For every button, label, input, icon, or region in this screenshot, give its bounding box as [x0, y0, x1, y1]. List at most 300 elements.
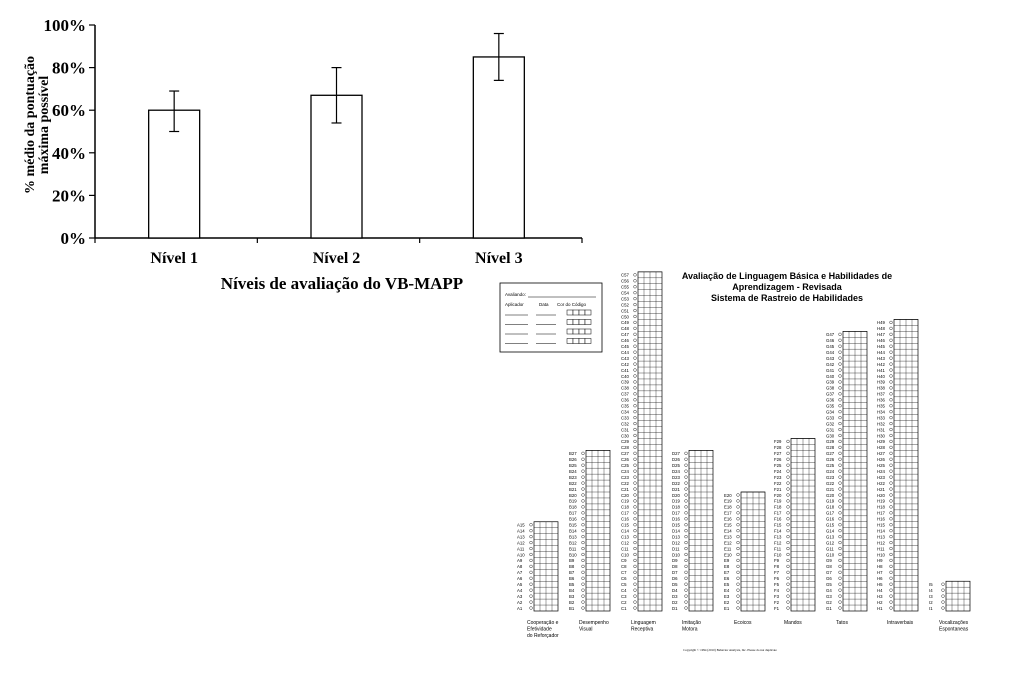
- tracker-row-label: G21: [826, 486, 835, 492]
- tracker-row-label: G39: [826, 379, 835, 385]
- tracker-row-label: D1: [672, 605, 678, 611]
- tracker-row-label: H14: [877, 528, 885, 534]
- tracker-row-label: F24: [774, 468, 782, 474]
- tracker-row-label: C48: [621, 326, 629, 332]
- tracker-row-label: C26: [621, 457, 629, 463]
- tracker-column-label: Visual: [579, 626, 593, 633]
- tracker-row-label: I2: [929, 599, 933, 605]
- tracker-row-label: C29: [621, 439, 629, 445]
- tracker-row-label: F7: [774, 570, 780, 576]
- tracker-row-label: D8: [672, 564, 678, 570]
- tracker-copyright: Copyright © 1994 (2010) Behavior Analysts, Inc. Please do not duplicate: [683, 648, 777, 652]
- tracker-row-label: C7: [621, 570, 627, 576]
- tracker-column-label: Efetividade: [527, 626, 552, 633]
- tracker-row-label: H8: [877, 564, 883, 570]
- tracker-row-label: H20: [877, 492, 885, 498]
- tracker-row-label: G23: [826, 474, 835, 480]
- tracker-row-label: F19: [774, 498, 782, 504]
- tracker-row-label: G11: [826, 546, 834, 552]
- tracker-row-label: B26: [569, 457, 577, 463]
- tracker-row-label: H4: [877, 587, 883, 593]
- tracker-row-label: B5: [569, 582, 575, 587]
- tracker-row-label: D22: [672, 480, 680, 486]
- tracker-row-label: H24: [877, 468, 885, 474]
- tracker-column-label: Cooperação e: [527, 620, 559, 626]
- tracker-row-label: G45: [826, 344, 835, 349]
- tracker-row-label: F26: [774, 457, 782, 463]
- tracker-column-label: do Reforçador: [527, 633, 559, 639]
- tracker-row-label: C17: [621, 510, 629, 516]
- tracker-column-D: [672, 450, 713, 632]
- tracker-row-label: E1: [724, 605, 730, 611]
- tracker-row-label: H13: [877, 534, 885, 540]
- y-tick-label: 20%: [52, 186, 86, 206]
- tracker-row-label: G26: [826, 457, 835, 463]
- tracker-row-label: H19: [877, 498, 885, 504]
- tracker-row-label: C57: [621, 272, 629, 278]
- tracker-row-label: B25: [569, 463, 577, 468]
- tracker-row-label: H26: [877, 457, 885, 463]
- tracker-row-label: C32: [621, 421, 629, 427]
- tracker-row-label: G42: [826, 361, 835, 367]
- tracker-row-label: F11: [774, 546, 782, 552]
- tracker-row-label: F5: [774, 582, 780, 587]
- tracker-row-label: A10: [517, 552, 525, 558]
- tracker-row-label: G32: [826, 421, 835, 427]
- tracker-row-label: C43: [621, 355, 629, 361]
- tracker-row-label: H34: [877, 409, 885, 415]
- tracker-row-label: B10: [569, 552, 577, 558]
- tracker-row-label: H12: [877, 540, 885, 546]
- tracker-row-label: C42: [621, 361, 629, 367]
- tracker-row-label: G5: [826, 582, 832, 587]
- tracker-row-label: G34: [826, 409, 835, 415]
- legend-avaliando: Avaliando:: [505, 292, 526, 297]
- tracker-row-label: G19: [826, 498, 835, 504]
- tracker-column-C: [621, 272, 662, 633]
- tracker-row-label: C27: [621, 451, 629, 457]
- tracker-row-label: H33: [877, 415, 885, 421]
- tracker-row-label: B2: [569, 599, 575, 605]
- tracker-row-label: E2: [724, 599, 730, 605]
- tracker-row-label: C34: [621, 409, 629, 415]
- tracker-row-label: A15: [517, 522, 525, 528]
- tracker-row-label: G46: [826, 338, 835, 344]
- tracker-row-label: E5: [724, 582, 730, 587]
- tracker-row-label: B9: [569, 558, 575, 564]
- tracker-row-label: I1: [929, 605, 933, 611]
- tracker-row-label: G4: [826, 587, 832, 593]
- tracker-row-label: C5: [621, 582, 627, 587]
- tracker-row-label: G27: [826, 451, 835, 457]
- tracker-row-label: H44: [877, 349, 885, 355]
- tracker-column-E: [724, 492, 765, 626]
- tracker-row-label: F14: [774, 528, 782, 534]
- tracker-row-label: G30: [826, 433, 835, 439]
- tracker-row-label: E11: [724, 546, 732, 552]
- tracker-row-label: B18: [569, 504, 577, 510]
- tracker-row-label: A14: [517, 528, 525, 534]
- tracker-row-label: B17: [569, 510, 577, 516]
- tracker-row-label: F15: [774, 522, 782, 528]
- y-tick-label: 0%: [60, 229, 86, 248]
- tracker-row-label: B24: [569, 468, 577, 474]
- tracker-column-I: [929, 581, 970, 632]
- tracker-row-label: B23: [569, 474, 577, 480]
- tracker-row-label: H7: [877, 570, 883, 576]
- tracker-row-label: C4: [621, 587, 627, 593]
- tracker-row-label: D18: [672, 504, 680, 510]
- tracker-title-line3: Sistema de Rastreio de Habilidades: [710, 293, 864, 303]
- tracker-row-label: H16: [877, 516, 885, 522]
- tracker-row-label: B4: [569, 587, 575, 593]
- tracker-row-label: E6: [724, 576, 730, 582]
- tracker-row-label: E9: [724, 558, 730, 564]
- tracker-row-label: H35: [877, 403, 885, 409]
- tracker-row-label: H17: [877, 510, 885, 516]
- tracker-row-label: C35: [621, 403, 629, 409]
- tracker-row-label: G16: [826, 516, 835, 522]
- tracker-column-B: [569, 450, 610, 632]
- tracker-column-label: Desempenho: [579, 620, 609, 626]
- tracker-row-label: E8: [724, 564, 730, 570]
- tracker-row-label: H15: [877, 522, 885, 528]
- tracker-row-label: A2: [517, 599, 523, 605]
- tracker-row-label: E16: [724, 516, 732, 522]
- tracker-row-label: C1: [621, 605, 627, 611]
- tracker-row-label: B15: [569, 522, 577, 528]
- tracker-row-label: H3: [877, 593, 883, 599]
- x-category-label: Nível 1: [150, 250, 198, 267]
- tracker-row-label: E18: [724, 504, 732, 510]
- tracker-row-label: D9: [672, 558, 678, 564]
- tracker-row-label: C47: [621, 332, 629, 338]
- tracker-row-label: C9: [621, 558, 627, 564]
- tracker-row-label: F28: [774, 445, 782, 451]
- tracker-row-label: H9: [877, 558, 883, 564]
- tracker-row-label: D12: [672, 540, 680, 546]
- tracker-row-label: F9: [774, 558, 780, 564]
- tracker-row-label: D17: [672, 510, 680, 516]
- tracker-row-label: C31: [621, 427, 629, 433]
- tracker-column-label: Linguagem: [631, 620, 656, 626]
- tracker-row-label: A7: [517, 570, 523, 576]
- tracker-row-label: A4: [517, 587, 523, 593]
- tracker-row-label: C37: [621, 391, 629, 397]
- tracker-column-H: [877, 319, 918, 626]
- tracker-row-label: C14: [621, 528, 629, 534]
- tracker-row-label: D2: [672, 599, 678, 605]
- tracker-row-label: G10: [826, 552, 835, 558]
- tracker-row-label: C53: [621, 296, 629, 302]
- tracker-row-label: H1: [877, 605, 883, 611]
- tracker-row-label: C56: [621, 278, 629, 284]
- tracker-row-label: C44: [621, 349, 629, 355]
- tracker-row-label: B1: [569, 605, 575, 611]
- tracker-row-label: D27: [672, 451, 680, 457]
- tracker-row-label: F23: [774, 474, 782, 480]
- tracker-row-label: D25: [672, 463, 680, 468]
- tracker-row-label: G3: [826, 593, 832, 599]
- tracker-row-label: F13: [774, 534, 782, 540]
- tracker-row-label: E3: [724, 593, 730, 599]
- tracker-row-label: G41: [826, 367, 835, 373]
- tracker-row-label: H29: [877, 439, 885, 445]
- tracker-row-label: A9: [517, 558, 523, 564]
- tracker-row-label: C16: [621, 516, 629, 522]
- tracker-row-label: B20: [569, 492, 577, 498]
- legend-aplicador: Aplicador: [505, 302, 524, 307]
- tracker-row-label: H21: [877, 486, 885, 492]
- tracker-row-label: G37: [826, 391, 835, 397]
- tracker-row-label: C10: [621, 552, 629, 558]
- tracker-row-label: F25: [774, 463, 782, 468]
- tracker-row-label: G7: [826, 570, 832, 576]
- tracker-row-label: D15: [672, 522, 680, 528]
- tracker-title-line1: Avaliação de Linguagem Básica e Habilidades de: [681, 271, 893, 281]
- tracker-row-label: H23: [877, 474, 885, 480]
- tracker-row-label: C46: [621, 338, 629, 344]
- tracker-row-label: G17: [826, 510, 835, 516]
- tracker-row-label: G38: [826, 385, 835, 391]
- tracker-row-label: F22: [774, 480, 782, 486]
- tracker-row-label: C52: [621, 302, 629, 308]
- tracker-row-label: D10: [672, 552, 680, 558]
- tracker-row-label: D7: [672, 570, 678, 576]
- tracker-row-label: H32: [877, 421, 885, 427]
- tracker-row-label: C54: [621, 290, 629, 296]
- tracker-row-label: H27: [877, 451, 885, 457]
- tracker-row-label: G47: [826, 332, 835, 338]
- tracker-row-label: H46: [877, 338, 885, 344]
- tracker-row-label: H40: [877, 373, 885, 379]
- tracker-row-label: D24: [672, 468, 680, 474]
- tracker-row-label: C18: [621, 504, 629, 510]
- tracker-column-A: [517, 522, 559, 639]
- tracker-row-label: B16: [569, 516, 577, 522]
- tracker-row-label: B12: [569, 540, 577, 546]
- tracker-row-label: C12: [621, 540, 629, 546]
- tracker-row-label: I4: [929, 587, 933, 593]
- tracker-row-label: G1: [826, 605, 832, 611]
- tracker-row-label: C28: [621, 445, 629, 451]
- tracker-row-label: F1: [774, 605, 780, 611]
- tracker-row-label: A8: [517, 564, 523, 570]
- tracker-row-label: F27: [774, 451, 782, 457]
- tracker-row-label: B14: [569, 528, 577, 534]
- tracker-row-label: C24: [621, 468, 629, 474]
- tracker-row-label: C51: [621, 308, 629, 314]
- tracker-row-label: F6: [774, 576, 780, 582]
- tracker-row-label: D16: [672, 516, 680, 522]
- x-category-label: Nível 2: [312, 250, 361, 267]
- tracker-legend-box: [500, 283, 602, 352]
- y-axis-title-line1: % médio da pontuação: [23, 55, 38, 195]
- tracker-row-label: F4: [774, 587, 780, 593]
- legend-cor-codigo: Cor do Código: [557, 302, 587, 307]
- tracker-row-label: G9: [826, 558, 832, 564]
- tracker-column-G: [826, 331, 867, 626]
- tracker-row-label: C19: [621, 498, 629, 504]
- tracker-row-label: F16: [774, 516, 782, 522]
- tracker-row-label: C38: [621, 385, 629, 391]
- tracker-row-label: C21: [621, 486, 629, 492]
- tracker-row-label: E19: [724, 498, 732, 504]
- tracker-row-label: G20: [826, 492, 835, 498]
- tracker-row-label: G14: [826, 528, 835, 534]
- tracker-row-label: H10: [877, 552, 885, 558]
- tracker-row-label: G24: [826, 468, 835, 474]
- tracker-row-label: A13: [517, 534, 525, 540]
- tracker-row-label: I3: [929, 593, 933, 599]
- tracker-row-label: G2: [826, 599, 832, 605]
- tracker-row-label: D4: [672, 587, 678, 593]
- tracker-row-label: B11: [569, 546, 577, 552]
- tracker-row-label: H22: [877, 480, 885, 486]
- tracker-row-label: H30: [877, 433, 885, 439]
- tracker-row-label: D20: [672, 492, 680, 498]
- tracker-row-label: E17: [724, 510, 732, 516]
- tracker-column-F: [774, 438, 815, 626]
- tracker-row-label: B19: [569, 498, 577, 504]
- tracker-row-label: C15: [621, 522, 629, 528]
- tracker-row-label: G36: [826, 397, 835, 403]
- tracker-row-label: H36: [877, 397, 885, 403]
- tracker-row-label: D6: [672, 576, 678, 582]
- tracker-row-label: C39: [621, 379, 629, 385]
- x-axis-title: Níveis de avaliação do VB-MAPP: [220, 274, 464, 293]
- tracker-row-label: H18: [877, 504, 885, 510]
- tracker-row-label: C13: [621, 534, 629, 540]
- tracker-row-label: G22: [826, 480, 835, 486]
- tracker-row-label: E14: [724, 528, 732, 534]
- tracker-row-label: G12: [826, 540, 835, 546]
- tracker-row-label: C6: [621, 576, 627, 582]
- tracker-row-label: C36: [621, 397, 629, 403]
- tracker-row-label: E4: [724, 587, 730, 593]
- tracker-row-label: H39: [877, 379, 885, 385]
- tracker-row-label: B21: [569, 486, 577, 492]
- tracker-row-label: H38: [877, 385, 885, 391]
- tracker-row-label: H45: [877, 344, 885, 349]
- tracker-row-label: E13: [724, 534, 732, 540]
- tracker-row-label: F8: [774, 564, 780, 570]
- tracker-row-label: C55: [621, 284, 629, 290]
- tracker-row-label: B8: [569, 564, 575, 570]
- tracker-row-label: F29: [774, 439, 782, 445]
- tracker-row-label: E15: [724, 522, 732, 528]
- tracker-row-label: G43: [826, 355, 835, 361]
- tracker-column-label: Receptiva: [631, 626, 654, 633]
- tracker-row-label: G33: [826, 415, 835, 421]
- tracker-row-label: A6: [517, 576, 523, 582]
- tracker-row-label: G28: [826, 445, 835, 451]
- tracker-title-line2: Aprendizagem - Revisada: [732, 282, 842, 292]
- tracker-row-label: G6: [826, 576, 832, 582]
- y-tick-label: 80%: [52, 58, 86, 78]
- tracker-row-label: D14: [672, 528, 680, 534]
- tracker-row-label: G18: [826, 504, 835, 510]
- tracker-row-label: H42: [877, 361, 885, 367]
- tracker-row-label: C3: [621, 593, 627, 599]
- tracker-row-label: F2: [774, 599, 780, 605]
- tracker-row-label: F18: [774, 504, 782, 510]
- tracker-row-label: G25: [826, 463, 835, 468]
- y-tick-label: 60%: [52, 101, 86, 121]
- tracker-row-label: H37: [877, 391, 885, 397]
- tracker-row-label: D23: [672, 474, 680, 480]
- tracker-row-label: C50: [621, 314, 629, 320]
- tracker-row-label: C45: [621, 344, 629, 349]
- tracker-row-label: C2: [621, 599, 627, 605]
- tracker-row-label: C30: [621, 433, 629, 439]
- tracker-row-label: F3: [774, 593, 780, 599]
- tracker-row-label: A11: [517, 546, 525, 552]
- legend-data: Data: [539, 302, 549, 307]
- tracker-column-label: Tatos: [836, 620, 848, 626]
- tracker-column-label: Espontaneas: [939, 626, 969, 633]
- y-axis-title-line2: máxima possível: [37, 75, 52, 175]
- tracker-row-label: C8: [621, 564, 627, 570]
- tracker-row-label: H41: [877, 367, 885, 373]
- tracker-row-label: B22: [569, 480, 577, 486]
- x-category-label: Nível 3: [475, 250, 523, 267]
- tracker-row-label: D26: [672, 457, 680, 463]
- tracker-row-label: I5: [929, 582, 933, 587]
- tracker-column-label: Ecoicos: [734, 620, 752, 626]
- tracker-row-label: E10: [724, 552, 732, 558]
- y-tick-label: 40%: [52, 143, 86, 163]
- tracker-row-label: H47: [877, 332, 885, 338]
- tracker-row-label: C11: [621, 546, 629, 552]
- tracker-row-label: F12: [774, 540, 782, 546]
- tracker-row-label: E12: [724, 540, 732, 546]
- tracker-row-label: C49: [621, 320, 629, 326]
- tracker-row-label: D13: [672, 534, 680, 540]
- tracker-row-label: D19: [672, 498, 680, 504]
- tracker-column-label: Vocalizações: [939, 620, 969, 626]
- y-tick-label: 100%: [43, 16, 86, 35]
- tracker-row-label: C41: [621, 367, 629, 373]
- tracker-row-label: B7: [569, 570, 575, 576]
- tracker-row-label: C40: [621, 373, 629, 379]
- tracker-row-label: G13: [826, 534, 835, 540]
- tracker-row-label: G15: [826, 522, 835, 528]
- tracker-row-label: F20: [774, 492, 782, 498]
- tracker-row-label: H28: [877, 445, 885, 451]
- tracker-row-label: H5: [877, 582, 883, 587]
- tracker-row-label: C20: [621, 492, 629, 498]
- tracker-row-label: F17: [774, 510, 782, 516]
- tracker-row-label: C25: [621, 463, 629, 468]
- tracker-column-label: Intraverbais: [887, 620, 914, 626]
- tracker-row-label: G44: [826, 349, 835, 355]
- tracker-row-label: H48: [877, 326, 885, 332]
- tracker-row-label: D21: [672, 486, 680, 492]
- tracker-row-label: H25: [877, 463, 885, 468]
- tracker-row-label: E7: [724, 570, 730, 576]
- tracker-column-label: Mandos: [784, 620, 802, 626]
- tracker-row-label: G35: [826, 403, 835, 409]
- tracker-row-label: A5: [517, 582, 523, 587]
- tracker-column-label: Imitação: [682, 620, 701, 626]
- tracker-row-label: H49: [877, 320, 885, 326]
- tracker-row-label: H6: [877, 576, 883, 582]
- tracker-row-label: B6: [569, 576, 575, 582]
- tracker-row-label: B13: [569, 534, 577, 540]
- tracker-row-label: H43: [877, 355, 885, 361]
- tracker-row-label: A3: [517, 593, 523, 599]
